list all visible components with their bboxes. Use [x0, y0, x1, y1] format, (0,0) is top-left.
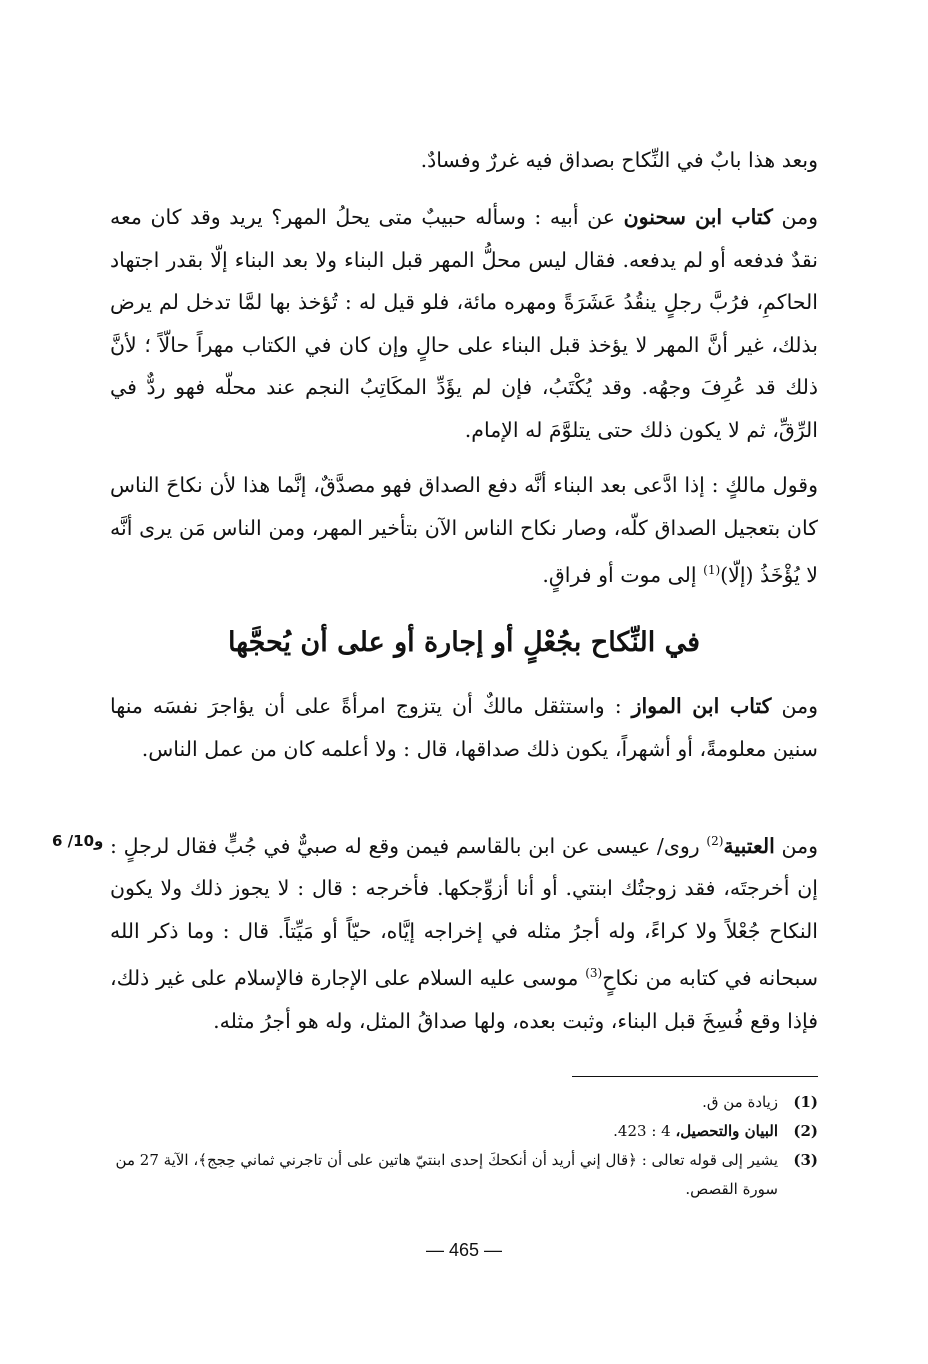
- paragraph-text: روى/ عيسى عن ابن بالقاسم فيمن وقع له صبيٌّ في جُبٍّ فقال لرجلٍ : إن أخرجتَه، فقد زوجتُك ابنتي. أو أنا أزوِّجكها. فأخرجه : قال : لا يجوز ذلك ولا يكون النكاح جُعْلاً ولا كراءً، وله أجرُ مثله في إخراجه إيَّاه، حيّاً أو مَيِّتاً. قال : وما ذكر الله سبحانه في كتابه من نكاحٍ: [110, 833, 818, 991]
- footnote-text: يشير إلى قوله تعالى : ﴿قال إني أريد أن أنكحكَ إحدى ابنتيّ هاتين على أن تاجرني ثماني حِجج﴾، الآية 27 من سورة القصص.: [115, 1151, 778, 1198]
- paragraph-chapter-intro: [110, 139, 818, 182]
- paragraph-text: موسى عليه السلام على الإجارة فالإسلام على غير ذلك، فإذا وقع فُسِخَ قبل البناء، وثبت بعده، ولها صداقُ المثل، وله هو أجرُ مثله.: [110, 966, 818, 1033]
- paragraph-text: وقول مالكٍ : إذا ادَّعى بعد البناء أنَّه دفع الصداق فهو مصدَّقٌ، إنَّما هذا لأن نكاحَ الناس كان بتعجيل الصداق كلّه، وصار نكاح الناس الآن بتأخير المهر، ومن الناس مَن يرى أنَّه لا يُؤْخَذُ (إلّا): [110, 473, 818, 587]
- footnote-ref: (3): [585, 966, 603, 981]
- section-heading: في النِّكاح بجُعْلٍ أو إجارة أو على أن يُحجَّها: [227, 627, 701, 658]
- footnotes: [110, 1088, 818, 1204]
- footnote: [110, 1088, 818, 1117]
- paragraph-text: إلى موت أو فراقٍ.: [542, 562, 704, 587]
- paragraph-lead: ومن: [781, 205, 818, 229]
- paragraph-lead: ومن: [781, 833, 818, 858]
- footnote-text: زيادة من ق.: [702, 1093, 778, 1111]
- footnote-number: (2): [793, 1122, 818, 1140]
- source-name: كتاب ابن سحنون: [623, 205, 773, 229]
- footnote-number: (3): [793, 1151, 818, 1169]
- paragraph-al-utbiyya: [110, 820, 818, 1042]
- paragraph-lead: ومن: [781, 694, 818, 718]
- footnote-ref: (1): [703, 563, 721, 577]
- paragraph-malik: [110, 464, 818, 596]
- paragraph-text: : واستثقل مالكٌ أن يتزوج امرأةً على أن يؤاجرَ نفسَه منها سنين معلومةً، أو أشهراً، يكون ذلك صداقها، قال : ولا أعلمه كان من عمل الناس.: [110, 694, 818, 761]
- paragraph-text: وبعد هذا بابٌ في النِّكاح بصداق فيه غررٌ وفسادٌ.: [420, 148, 818, 172]
- footnote: [110, 1117, 818, 1146]
- footnote-divider: [572, 1076, 818, 1077]
- margin-folio-note: 6 /10و: [52, 832, 104, 850]
- source-name: العتبية: [723, 833, 775, 858]
- footnote-ref: (2): [706, 834, 724, 848]
- source-name: كتاب ابن المواز: [631, 694, 772, 718]
- paragraph-ibn-al-mawwaz: [110, 685, 818, 770]
- paragraph-ibn-sahnun: [110, 196, 818, 451]
- page-number: — 465 —: [425, 1240, 503, 1260]
- footnote-source: البيان والتحصيل،: [675, 1122, 778, 1140]
- footnote-detail: 4 : 423.: [613, 1122, 676, 1140]
- footnote-text: [110, 1117, 778, 1146]
- footnote: [110, 1146, 818, 1204]
- footnote-number: (1): [793, 1093, 818, 1111]
- paragraph-text: عن أبيه : وسأله حبيبٌ متى يحلُ المهر؟ يريد وقد كان معه نقدٌ فدفعه أو لم يدفعه. فقال ليس محلُّ المهر قبل البناء ولا بعد البناء إلّا بقدر اجتهاد الحاكمِ، فرُبَّ رجلٍ ينقُدُ عَشَرَةً ومهره مائة، فلو قيل له : تُؤخذ بها لمَّا تدخل لم يرض بذلك، غير أنَّ المهر لا يؤخذ قبل البناء على حالٍ وإن كان في الكتاب مهراً حالّاً ؛ لأنَّ ذلك قد عُرِفَ وجهُه. وقد يُكْتَبُ، فإن لم يؤَدِّ المكَاتِبُ النجم عند محلّه فهو ردٌّ في الرِّقِّ، ثم لا يكون ذلك حتى يتلوَّمَ له الإمام.: [110, 205, 818, 442]
